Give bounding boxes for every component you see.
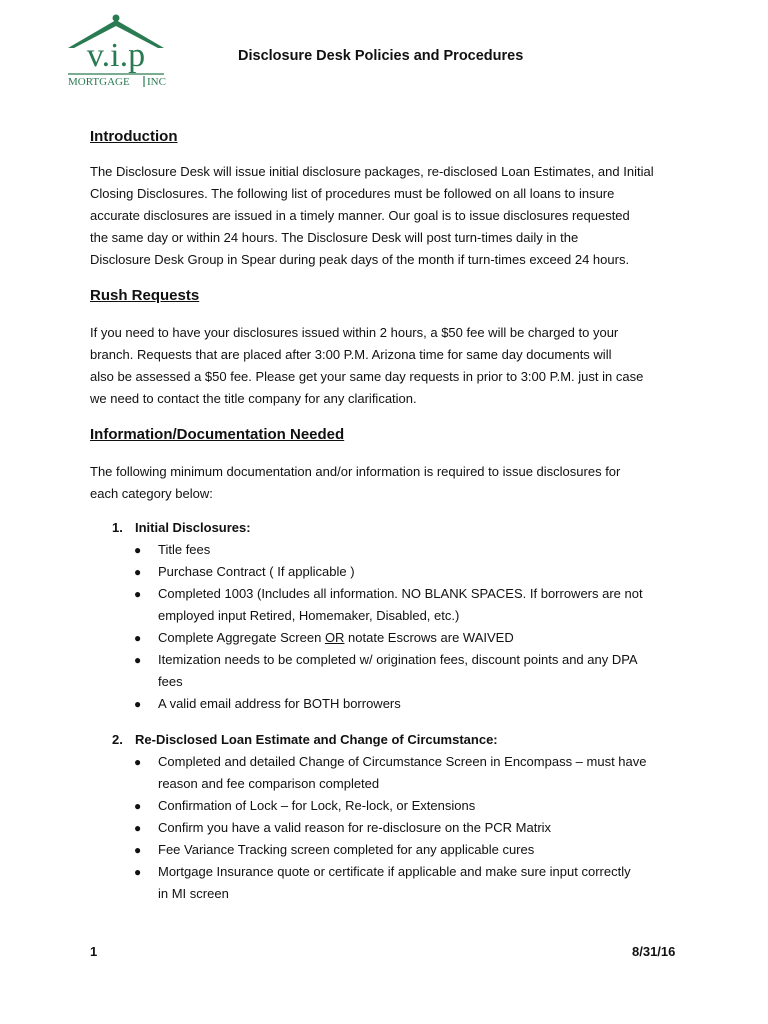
rush-requests-paragraph [90,322,690,410]
bullet-icon: ● [134,755,142,769]
list-item: ● Complete Aggregate Screen OR notate Escrows are WAIVED [90,627,690,649]
svg-text:v.i.p: v.i.p [86,37,146,74]
introduction-paragraph [90,161,690,271]
list-item: ● Title fees [90,539,690,561]
svg-text:INC: INC [147,76,166,88]
bullet-icon: ● [134,565,142,579]
text-line: also be assessed a $50 fee. Please get your same day requests in prior to 3:00 P.M. just in case [90,369,644,384]
bullet-icon: ● [134,543,142,557]
document-date: 8/31/16 [632,944,676,959]
document-body [90,126,690,905]
section-title-text: Initial Disclosures: [135,520,251,535]
svg-text:MORTGAGE: MORTGAGE [68,76,130,88]
initial-disclosures-section [90,517,690,715]
list-item: ● Mortgage Insurance quote or certificate if applicable and make sure input correctly in MI screen [90,861,690,905]
list-item: ● Itemization needs to be completed w/ origination fees, discount points and any DPA fees [90,649,690,693]
text-line: each category below: [90,486,213,501]
bullet-icon: ● [134,843,142,857]
section-title [90,517,690,539]
re-disclosed-loan-estimate-section [90,729,690,905]
list-item: ● A valid email address for BOTH borrowers [90,693,690,715]
text-line: The Disclosure Desk will issue initial disclosure packages, re-disclosed Loan Estimates, and Initial [90,164,654,179]
text-line: we need to contact the title company for any clarification. [90,391,417,406]
list-item: ● Purchase Contract ( If applicable ) [90,561,690,583]
text-line: If you need to have your disclosures issued within 2 hours, a $50 fee will be charged to your [90,325,619,340]
section-number: 2. [112,732,123,747]
list-item: ● Completed and detailed Change of Circumstance Screen in Encompass – must have reason and fee comparison completed [90,751,690,795]
information-needed-heading: Information/Documentation Needed [90,426,345,443]
information-needed-paragraph [90,461,690,505]
text-line: The following minimum documentation and/or information is required to issue disclosures for [90,464,621,479]
bullet-icon: ● [134,653,142,667]
bullet-icon: ● [134,631,142,645]
section-title-text: Re-Disclosed Loan Estimate and Change of Circumstance: [135,732,498,747]
text-line: Closing Disclosures. The following list of procedures must be followed on all loans to insure [90,186,615,201]
list-item: ● Confirm you have a valid reason for re-disclosure on the PCR Matrix [90,817,690,839]
text-line: branch. Requests that are placed after 3:00 P.M. Arizona time for same day documents will [90,347,612,362]
text-line: accurate disclosures are issued in a timely manner. Our goal is to issue disclosures requested [90,208,630,223]
bullet-icon: ● [134,821,142,835]
bullet-icon: ● [134,697,142,711]
document-title: Disclosure Desk Policies and Procedures [238,48,524,64]
list-item: ● Completed 1003 (Includes all information. NO BLANK SPACES. If borrowers are not employed input Retired, Homemaker, Disabled, etc.) [90,583,690,627]
page-number: 1 [90,944,98,959]
text-line: Disclosure Desk Group in Spear during peak days of the month if turn-times exceed 24 hours. [90,252,630,267]
list-item: ● Confirmation of Lock – for Lock, Re-lock, or Extensions [90,795,690,817]
rush-requests-heading: Rush Requests [90,287,200,304]
list-item: ● Fee Variance Tracking screen completed for any applicable cures [90,839,690,861]
vip-mortgage-logo [64,14,168,88]
bullet-icon: ● [134,865,142,879]
section-title [90,729,690,751]
text-line: the same day or within 24 hours. The Disclosure Desk will post turn-times daily in the [90,230,579,245]
section-number: 1. [112,520,123,535]
requirements-list [90,539,690,715]
introduction-heading: Introduction [90,128,178,145]
requirements-list [90,751,690,905]
bullet-icon: ● [134,799,142,813]
bullet-icon: ● [134,587,142,601]
